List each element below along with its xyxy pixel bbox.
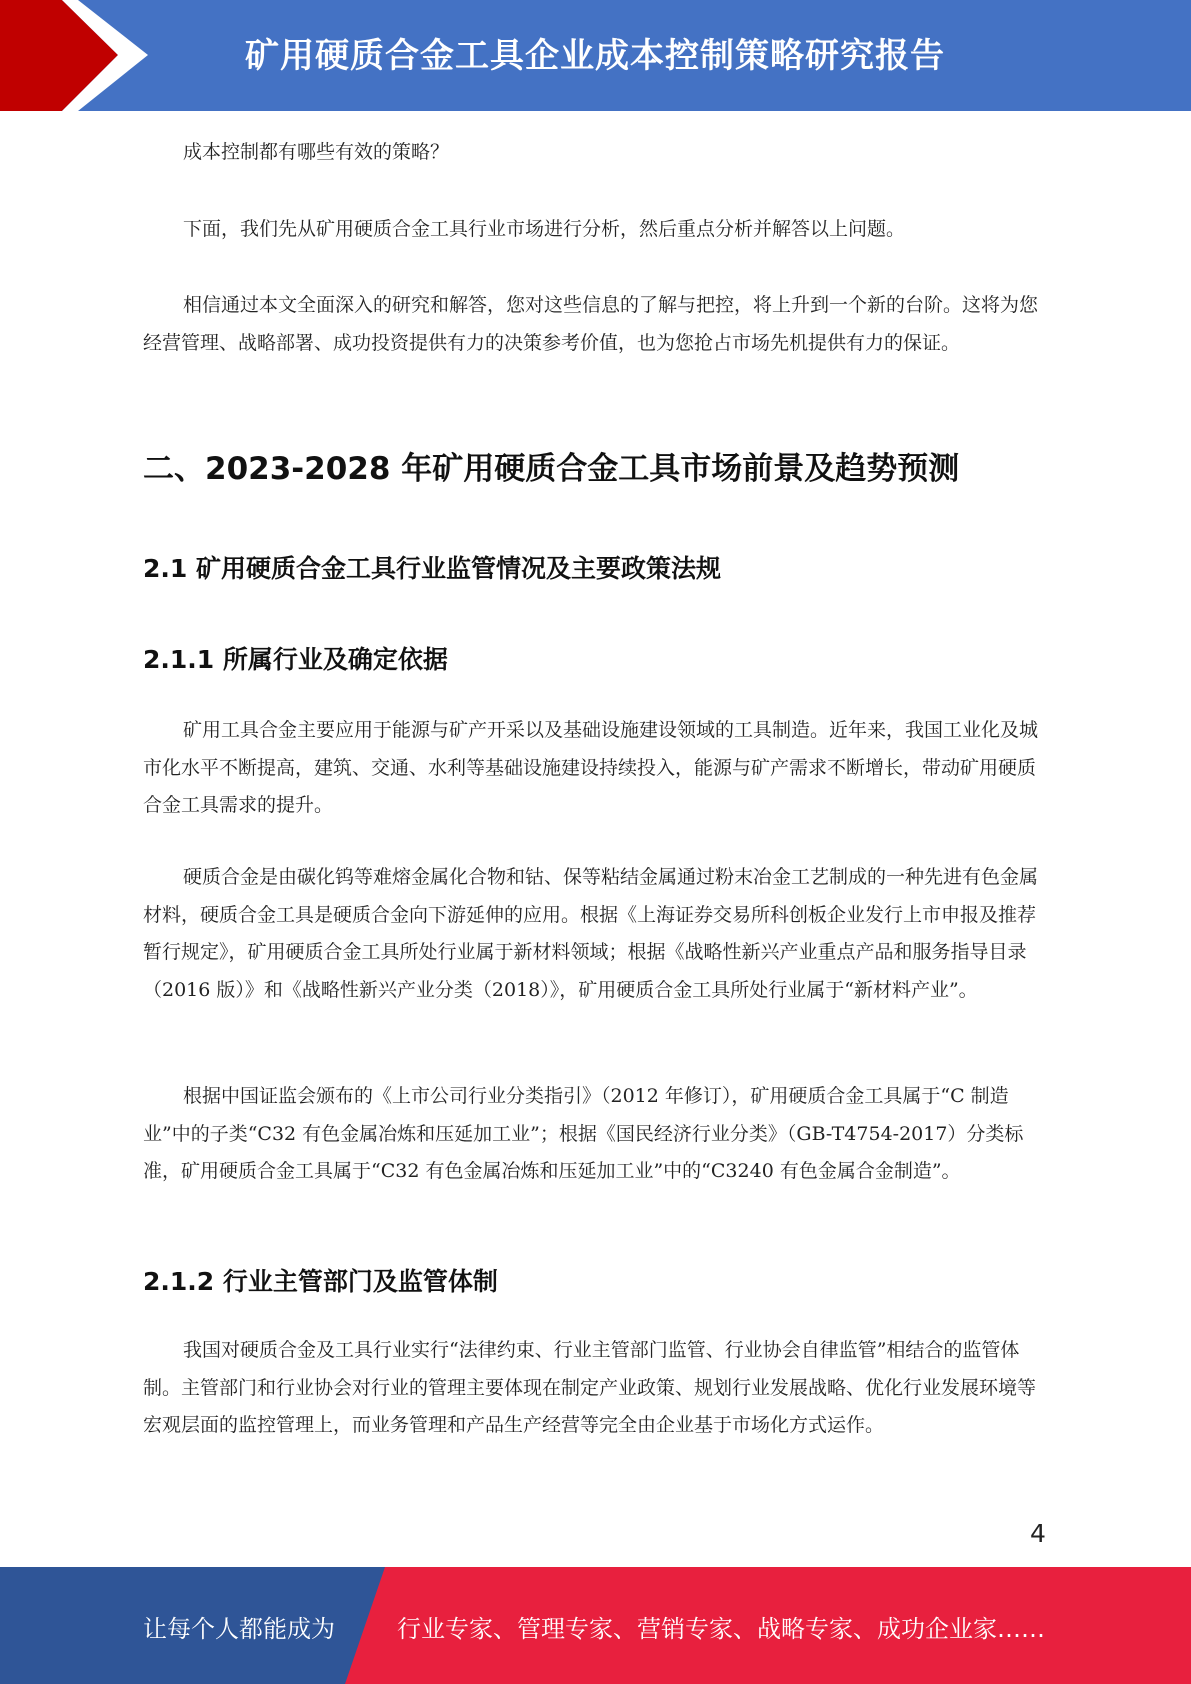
subsection-heading: 2.1 矿用硬质合金工具行业监管情况及主要政策法规 (143, 554, 721, 583)
header-arrow-decoration (0, 0, 150, 111)
paragraph: 我国对硬质合金及工具行业实行“法律约束、行业主管部门监管、行业协会自律监管”相结合的监管体制。主管部门和行业协会对行业的管理主要体现在制定产业政策、规划行业发展战略、优化行业发展环境等宏观层面的监控管理上，而业务管理和产品生产经营等完全由企业基于市场化方式运作。 (143, 1339, 1037, 1436)
page-number: 4 (1030, 1519, 1046, 1548)
section-heading: 二、2023-2028 年矿用硬质合金工具市场前景及趋势预测 (143, 451, 960, 487)
paragraph: 相信通过本文全面深入的研究和解答，您对这些信息的了解与把控，将上升到一个新的台阶。这将为您经营管理、战略部署、成功投资提供有力的决策参考价值，也为您抢占市场先机提供有力的保证。 (143, 294, 1039, 354)
page-header (0, 0, 1191, 111)
report-title: 矿用硬质合金工具企业成本控制策略研究报告 (245, 36, 945, 76)
paragraph: 根据中国证监会颁布的《上市公司行业分类指引》（2012 年修订），矿用硬质合金工具属于“C 制造业”中的子类“C32 有色金属冶炼和压延加工业”；根据《国民经济行业分类》（GB-T4754-2017）分类标准，矿用硬质合金工具属于“C32 有色金属冶炼和压延加工业”中的“C3240 有色金属合金制造”。 (143, 1085, 1024, 1182)
footer-tagline: 行业专家、管理专家、营销专家、战略专家、成功企业家…… (397, 1615, 1045, 1643)
subsection-heading: 2.1.1 所属行业及确定依据 (143, 645, 448, 674)
paragraph: 下面，我们先从矿用硬质合金工具行业市场进行分析，然后重点分析并解答以上问题。 (183, 218, 906, 240)
paragraph: 硬质合金是由碳化钨等难熔金属化合物和钴、保等粘结金属通过粉末冶金工艺制成的一种先进有色金属材料，硬质合金工具是硬质合金向下游延伸的应用。根据《上海证券交易所科创板企业发行上市申报及推荐暂行规定》，矿用硬质合金工具所处行业属于新材料领域；根据《战略性新兴产业重点产品和服务指导目录（2016 版）》和《战略性新兴产业分类（2018）》，矿用硬质合金工具所处行业属于“新材料产业”。 (143, 866, 1039, 1001)
paragraph: 成本控制都有哪些有效的策略？ (183, 141, 450, 163)
footer-slogan: 让每个人都能成为 (143, 1615, 335, 1643)
paragraph: 矿用工具合金主要应用于能源与矿产开采以及基础设施建设领域的工具制造。近年来，我国工业化及城市化水平不断提高，建筑、交通、水利等基础设施建设持续投入，能源与矿产需求不断增长，带动矿用硬质合金工具需求的提升。 (143, 719, 1039, 816)
page-footer (0, 1567, 1191, 1684)
subsection-heading: 2.1.2 行业主管部门及监管体制 (143, 1267, 498, 1296)
